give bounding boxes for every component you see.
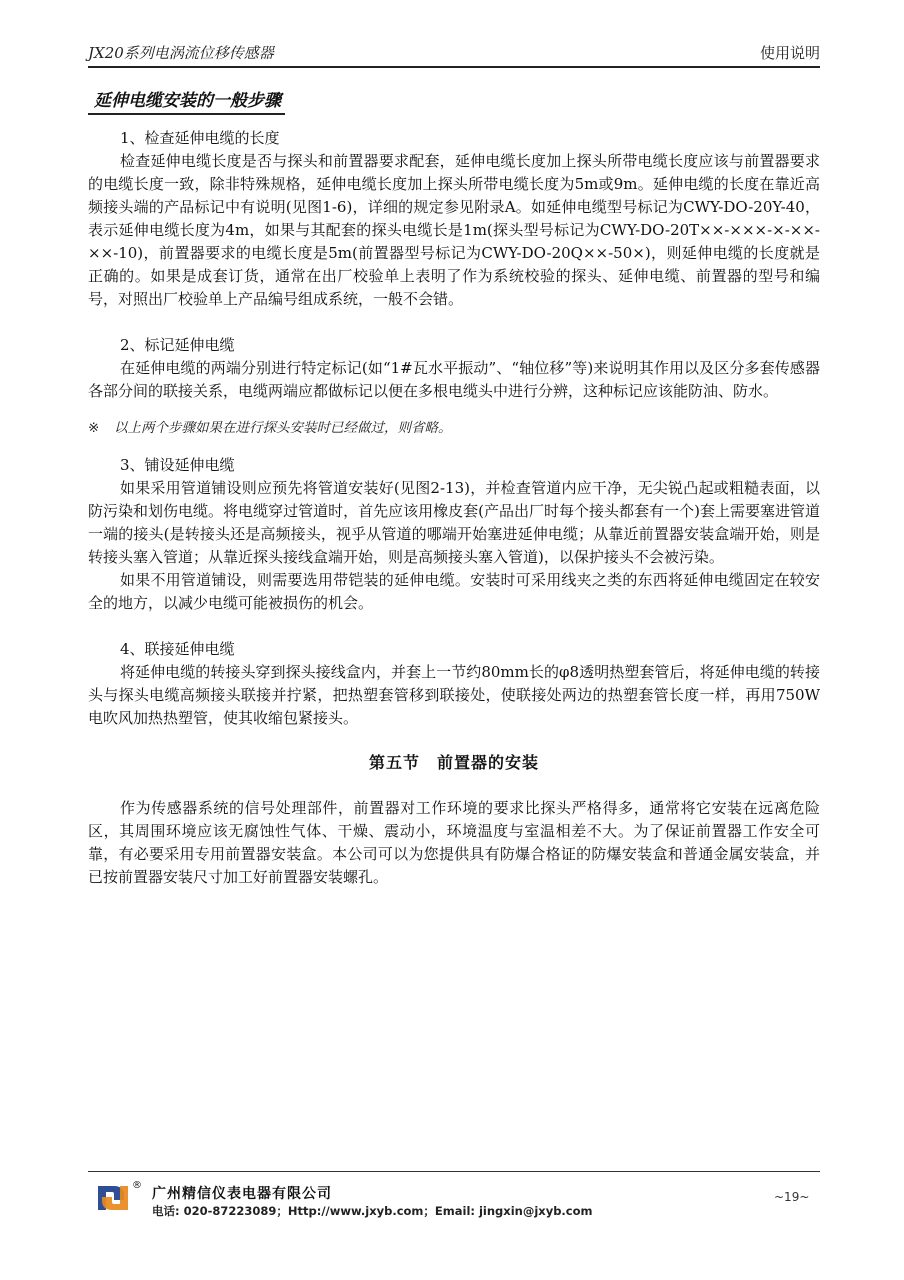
- section-title: 延伸电缆安装的一般步骤: [88, 86, 285, 115]
- step-heading: 1、检查延伸电缆的长度: [120, 129, 280, 147]
- step-paragraph: 检查延伸电缆长度是否与探头和前置器要求配套，延伸电缆长度加上探头所带电缆长度应该与前置器要求的电缆长度一致，除非特殊规格，延伸电缆长度加上探头所带电缆长度为5m或9m。延伸电缆的长度在靠近高频接头端的产品标记中有说明(见图1-6)，详细的规定参见附录A。如延伸电缆型号标记为CWY-DO-20Y-40，表示延伸电缆长度为4m，如果与其配套的探头电缆长是1m(探头型号标记为CWY-DO-20T××-×××-×-××-××-10)，前置器要求的电缆长度是5m(前置器型号标记为CWY-DO-20Q××-50×)，则延伸电缆的长度就是正确的。如果是成套订货，通常在出厂校验单上表明了作为系统校验的探头、延伸电缆、前置器的型号和编号，对照出厂校验单上产品编号组成系统，一般不会错。: [88, 152, 820, 308]
- registered-mark: ®: [132, 1180, 142, 1191]
- step-2: [88, 334, 820, 403]
- chapter-paragraph: 作为传感器系统的信号处理部件，前置器对工作环境的要求比探头严格得多，通常将它安装在远离危险区，其周围环境应该无腐蚀性气体、干燥、震动小，环境温度与室温相差不大。为了保证前置器工作安全可靠，有必要采用专用前置器安装盒。本公司可以为您提供具有防爆合格证的防爆安装盒和普通金属安装盒，并已按前置器安装尺寸加工好前置器安装螺孔。: [88, 799, 820, 886]
- contact-info: 电话: 020-87223089；Http://www.jxyb.com；Email: jingxin@jxyb.com: [152, 1204, 593, 1218]
- step-paragraph: 如果采用管道铺设则应预先将管道安装好(见图2-13)，并检查管道内应干净，无尖锐凸起或粗糙表面，以防污染和划伤电缆。将电缆穿过管道时，首先应该用橡皮套(产品出厂时每个接头都套有一个)套上需要塞进管道一端的接头(是转接头还是高频接头，视乎从管道的哪端开始塞进延伸电缆；从靠近前置器安装盒端开始，则是转接头塞入管道；从靠近探头接线盒端开始，则是高频接头塞入管道)，以保护接头不会被污染。: [88, 479, 820, 566]
- step-1: [88, 127, 820, 311]
- document-type: 使用说明: [759, 44, 820, 62]
- step-4: [88, 638, 820, 730]
- company-logo-icon: [94, 1180, 132, 1216]
- note: [88, 417, 820, 440]
- step-heading: 4、联接延伸电缆: [120, 640, 235, 658]
- company-name: 广州精信仪表电器有限公司: [152, 1186, 332, 1202]
- footer-divider: [88, 1171, 820, 1172]
- page-content: [88, 86, 820, 889]
- step-3: [88, 454, 820, 615]
- page-number: ~19~: [774, 1190, 810, 1204]
- note-mark: ※: [88, 420, 100, 436]
- chapter-title: 第五节 前置器的安装: [368, 753, 539, 772]
- document-title: JX20系列电涡流位移传感器: [88, 44, 274, 62]
- step-paragraph: 在延伸电缆的两端分别进行特定标记(如“1#瓦水平振动”、“轴位移”等)来说明其作用以及区分多套传感器各部分间的联接关系，电缆两端应都做标记以便在多根电缆头中进行分辨，这种标记应该能防油、防水。: [88, 359, 820, 400]
- step-paragraph: 将延伸电缆的转接头穿到探头接线盒内，并套上一节约80mm长的φ8透明热塑套管后，将延伸电缆的转接头与探头电缆高频接头联接并拧紧，把热塑套管移到联接处，使联接处两边的热塑套管长度一样，再用750W电吹风加热热塑管，使其收缩包紧接头。: [88, 663, 820, 727]
- note-text: 以上两个步骤如果在进行探头安装时已经做过，则省略。: [114, 420, 452, 436]
- step-heading: 3、铺设延伸电缆: [120, 456, 235, 474]
- step-paragraph: 如果不用管道铺设，则需要选用带铠装的延伸电缆。安装时可采用线夹之类的东西将延伸电缆固定在较安全的地方，以减少电缆可能被损伤的机会。: [88, 571, 820, 612]
- page-header: [88, 40, 820, 68]
- step-heading: 2、标记延伸电缆: [120, 336, 235, 354]
